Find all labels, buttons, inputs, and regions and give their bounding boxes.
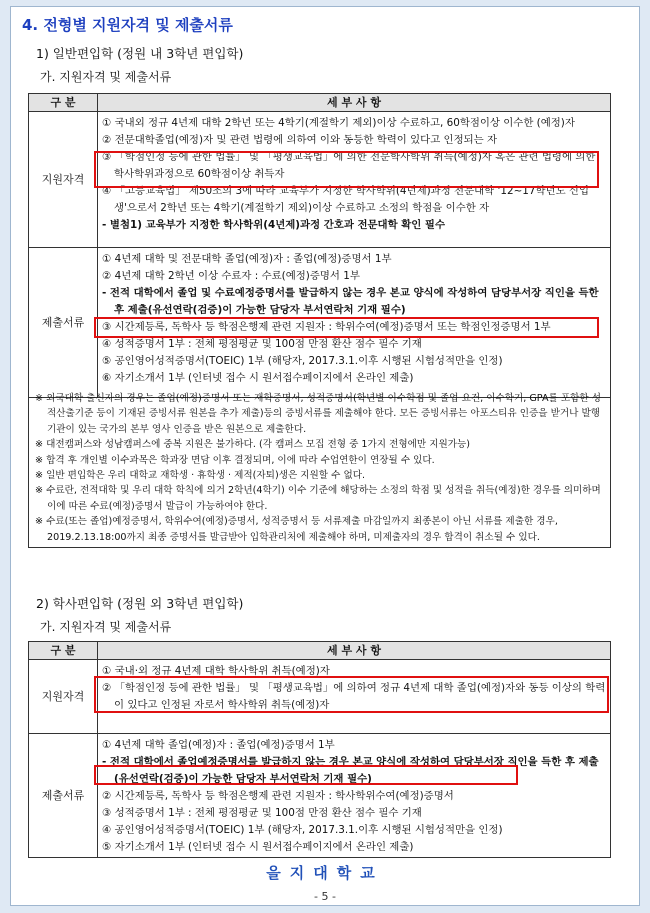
col-header-category: 구 분 [29,642,98,660]
note-item: ※ 수료(또는 졸업)예정증명서, 학위수여(예정)증명서, 성적증명서 등 서류제출 마감일까지 최종본이 아닌 서류를 제출한 경우, 2019.2.13.18:00까지 최종 증명서를 발급받아 입학관리처에 제출해야 하며, 미제출자의 경우 합격이 취소될 수 있다. [35,516,558,543]
part1-subheading: 가. 지원자격 및 제출서류 [40,70,172,84]
doc-item: ⑤ 공인영어성적증명서(TOEIC) 1부 (해당자, 2017.3.1.이후 시행된 시험성적만을 인정) [102,355,503,367]
doc-item: ① 4년제 대학 졸업(예정)자 : 졸업(예정)증명서 1부 [102,739,335,751]
doc-item: ④ 성적증명서 1부 : 전체 평점평균 및 100점 만점 환산 점수 필수 기재 [102,338,422,350]
doc-item: ③ 성적증명서 1부 : 전체 평점평균 및 100점 만점 환산 점수 필수 기재 [102,807,422,819]
page-number: - 5 - [314,890,336,903]
highlight-box-doc3 [94,317,599,338]
documents-label: 제출서류 [29,734,98,858]
part1-table [28,93,611,398]
qualification-label: 지원자격 [29,660,98,734]
note-item: ※ 합격 후 개인별 이수과목은 학과장 면담 이후 결정되며, 이에 따라 수업연한이 연장될 수 있다. [35,454,435,466]
qual-item: ① 국내·외 정규 4년제 대학 학사학위 취득(예정)자 [102,665,330,677]
qual-item: ② 「학점인정 등에 관한 법률」 및 「평생교육법」에 의하여 정규 4년제 대학 졸업(예정)자와 동등 이상의 학력이 있다고 인정된 자로서 학사학위 취득(예정)자 [102,682,606,711]
university-name: 을지대학교 [266,864,384,882]
documents-label: 제출서류 [29,248,98,398]
highlight-box-p2-doc2 [94,765,518,785]
note-item: ※ 대전캠퍼스와 성남캠퍼스에 중복 지원은 불가하다. (각 캠퍼스 모집 전형 중 1가지 전형에만 지원가능) [35,439,471,451]
qual-item: ② 전문대학졸업(예정)자 및 관련 법령에 의하여 이와 동등한 학력이 있다고 인정되는 자 [102,134,498,146]
doc-item: ③ 시간제등록, 독학사 등 학점은행제 관련 지원자 : 학위수여(예정)증명서 또는 학점인정증명서 1부 [102,321,551,333]
section-title: 4. 전형별 지원자격 및 제출서류 [22,16,233,34]
part2-subheading: 가. 지원자격 및 제출서류 [40,620,172,634]
doc-item: ① 4년제 대학 및 전문대학 졸업(예정)자 : 졸업(예정)증명서 1부 [102,253,392,265]
doc-note: - 전적 대학에서 졸업예정증명서를 발급하지 않는 경우 본교 양식에 작성하여 담당부서장 직인을 득한 후 제출(유선연락(검증)이 가능한 담당자 부서연락처 기재 필수) [102,756,599,785]
doc-item: ⑥ 자기소개서 1부 (인터넷 접수 시 원서접수페이지에서 온라인 제출) [102,372,414,384]
qual-note: - 별첨1) 교육부가 지정한 학사학위(4년제)과정 간호과 전문대학 확인 필수 [102,219,446,231]
doc-item: ④ 공인영어성적증명서(TOEIC) 1부 (해당자, 2017.3.1.이후 시행된 시험성적만을 인정) [102,824,503,836]
part1-notes [28,389,611,548]
part2-table [28,641,611,858]
qual-item: ④ 「고등교육법」 제50조의 3에 따라 교육부가 지정한 학사학위(4년제)과정 전문대학 '12~17학년도 신입생'으로서 2학년 또는 4학기(계절학기 제외)이상 수료하고 소정의 학점을 이수한 자 [102,185,589,214]
doc-item: ② 시간제등록, 독학사 등 학점은행제 관련 지원자 : 학사학위수여(예정)증명서 [102,790,454,802]
part1-heading: 1) 일반편입학 (정원 내 3학년 편입학) [36,46,244,61]
part2-heading: 2) 학사편입학 (정원 외 3학년 편입학) [36,596,244,611]
qual-item: ① 국내외 정규 4년제 대학 2학년 또는 4학기(계절학기 제외)이상 수료하고, 60학점이상 이수한 (예정)자 [102,117,575,129]
col-header-details: 세 부 사 항 [98,642,611,660]
doc-item: ② 4년제 대학 2학년 이상 수료자 : 수료(예정)증명서 1부 [102,270,360,282]
highlight-box-p2-qual2 [94,676,609,713]
col-header-details: 세 부 사 항 [98,94,611,112]
note-item: ※ 수료란, 전적대학 및 우리 대학 학칙에 의거 2학년(4학기) 이수 기준에 해당하는 소정의 학점 및 성적을 취득(예정)한 경우를 의미하며 이에 따른 수료(예정)증명서 발급이 가능하여야 한다. [35,485,601,512]
doc-item: ⑤ 자기소개서 1부 (인터넷 접수 시 원서접수페이지에서 온라인 제출) [102,841,414,853]
qual-item: ③ 「학점인정 등에 관한 법률」 및 「평생교육법」에 의한 전문학사학위 취득(예정)자 혹은 관련 법령에 의한 학사학위과정으로 60학점이상 취득자 [102,151,596,180]
highlight-box-qual3 [94,151,599,188]
doc-note: - 전적 대학에서 졸업 및 수료예정증명서를 발급하지 않는 경우 본교 양식에 작성하여 담당부서장 직인을 득한 후 제출(유선연락(검증)이 가능한 담당자 부서연락처 기재 필수) [102,287,599,316]
qualification-label: 지원자격 [29,112,98,248]
col-header-category: 구 분 [29,94,98,112]
note-item: ※ 외국대학 출신자의 경우는 졸업(예정)증명서 또는 재학증명서, 성적증명서(학년별 이수학점 및 졸업 요건, 이수학기, GPA를 포함한 성적산출기준 등이 기재된 증빙서류 원본을 추가 제출)등의 증빙서류를 제출해야 한다. 모든 증빙서류는 아포스티유 인증을 받거나 발행기관이 있는 국가의 본부 영사 인증을 받은 원본으로 제출한다. [35,393,601,435]
note-item: ※ 일반 편입학은 우리 대학교 재학생 · 휴학생 · 제적(자퇴)생은 지원할 수 없다. [35,470,366,482]
